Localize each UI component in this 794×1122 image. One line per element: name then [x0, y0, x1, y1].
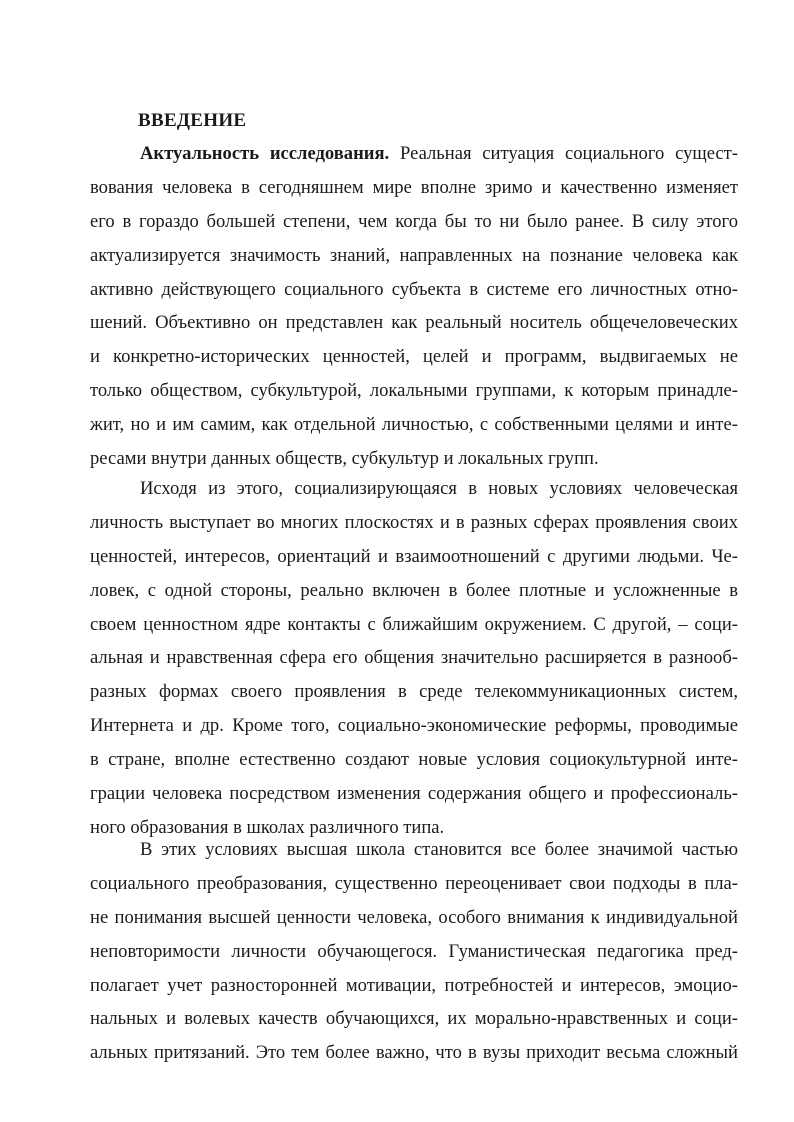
paragraph-higher-school — [90, 833, 738, 1070]
paragraph-line: ценностей, интересов, ориентаций и взаимоотношений с другими людьми. Че- — [90, 545, 738, 567]
paragraph-line: Интернета и др. Кроме того, социально-экономические реформы, проводимые — [90, 715, 738, 737]
paragraph-line: в стране, вполне естественно создают новые условия социокультурной инте- — [90, 749, 738, 771]
paragraph-line: социального преобразования, существенно переоценивает свои подходы в пла- — [90, 872, 738, 894]
paragraph-socialization — [90, 472, 738, 845]
line-text: Реальная ситуация социального сущест- — [389, 143, 738, 164]
paragraph-line: нальных и волевых качеств обучающихся, их морально-нравственных и соци- — [90, 1008, 738, 1030]
paragraph-line: ловек, с одной стороны, реально включен в более плотные и усложненные в — [90, 579, 738, 601]
paragraph-line: вования человека в сегодняшнем мире вполне зримо и качественно изменяет — [90, 176, 738, 198]
paragraph-line: ресами внутри данных обществ, субкультур и локальных групп. — [90, 448, 599, 470]
paragraph-line: альная и нравственная сфера его общения значительно расширяется в разнооб- — [90, 647, 738, 669]
paragraph-line: альных притязаний. Это тем более важно, что в вузы приходит весьма сложный — [90, 1042, 738, 1064]
paragraph-line: и конкретно-исторических ценностей, целей и программ, выдвигаемых не — [90, 346, 738, 368]
paragraph-line: Исходя из этого, социализирующаяся в новых условиях человеческая — [140, 478, 738, 499]
section-heading: ВВЕДЕНИЕ — [138, 110, 247, 131]
paragraph-line — [90, 137, 738, 171]
paragraph-line: только обществом, субкультурой, локальными группами, к которым принадле- — [90, 380, 738, 402]
paragraph-line: шений. Объективно он представлен как реальный носитель общечеловеческих — [90, 312, 738, 334]
paragraph-line: жит, но и им самим, как отдельной личностью, с собственными целями и инте- — [90, 414, 738, 436]
paragraph-line: актуализируется значимость знаний, направленных на познание человека как — [90, 244, 738, 266]
paragraph-relevance — [90, 137, 738, 476]
paragraph-line: личность выступает во многих плоскостях и в разных сферах проявления своих — [90, 511, 738, 533]
paragraph-line: активно действующего социального субъекта в системе его личностных отно- — [90, 278, 738, 300]
paragraph-line: разных формах своего проявления в среде телекоммуникационных систем, — [90, 681, 738, 703]
paragraph-line: не понимания высшей ценности человека, особого внимания к индивидуальной — [90, 906, 738, 928]
paragraph-line: ного образования в школах различного типа. — [90, 816, 445, 838]
paragraph-line: В этих условиях высшая школа становится все более значимой частью — [140, 839, 738, 860]
paragraph-line: своем ценностном ядре контакты с ближайшим окружением. С другой, – соци- — [90, 613, 738, 635]
paragraph-line: его в гораздо большей степени, чем когда бы то ни было ранее. В силу этого — [90, 210, 738, 232]
paragraph-line: грации человека посредством изменения содержания общего и профессиональ- — [90, 783, 738, 805]
paragraph-line: полагает учет разносторонней мотивации, потребностей и интересов, эмоцио- — [90, 974, 738, 996]
paragraph-line: неповторимости личности обучающегося. Гуманистическая педагогика пред- — [90, 940, 738, 962]
relevance-lead: Актуальность исследования. — [140, 143, 390, 164]
